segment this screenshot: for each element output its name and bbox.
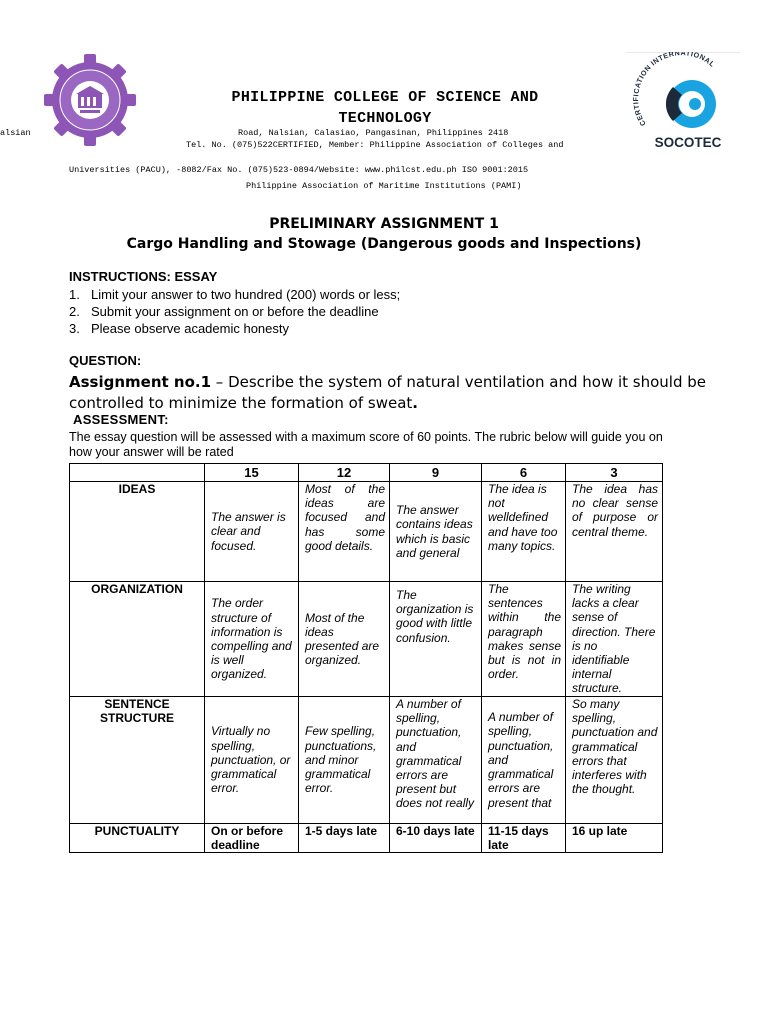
school-name [160, 87, 610, 129]
rubric-cell: So many spelling, punctuation and grammatical errors that interferes with the thought. [566, 697, 663, 824]
rubric-row [70, 582, 663, 697]
school-name-line2: TECHNOLOGY [338, 110, 432, 127]
rubric-cell: Few spelling, punctuations, and minor grammatical error. [299, 697, 390, 824]
instructions-heading: INSTRUCTIONS: ESSAY [69, 269, 218, 284]
assignment-title: PRELIMINARY ASSIGNMENT 1 [269, 216, 499, 232]
address-line-2: Tel. No. (075)522CERTIFIED, Member: Philippine Association of Colleges and [186, 140, 564, 150]
instruction-item [69, 287, 400, 302]
socotec-brand: SOCOTEC [654, 135, 722, 150]
question-heading: QUESTION: [69, 353, 142, 368]
score-header: 6 [482, 464, 566, 482]
certification-arc-text: CERTIFICATION INTERNATIONAL [632, 52, 717, 128]
school-name-line1: PHILIPPINE COLLEGE OF SCIENCE AND [231, 89, 539, 106]
rubric-cell: The organization is good with little confusion. [390, 582, 482, 697]
rubric-cell: The order structure of information is compelling and is well organized. [205, 582, 299, 697]
rubric-cell: Most of the ideas are focused and has some good details. [299, 482, 390, 582]
instruction-text: Submit your assignment on or before the deadline [91, 304, 379, 319]
instruction-item [69, 321, 289, 336]
socotec-icon [632, 52, 740, 152]
instruction-item [69, 304, 379, 319]
instruction-text: Limit your answer to two hundred (200) words or less; [91, 287, 401, 302]
instruction-number: 2. [69, 304, 80, 319]
score-header: 9 [390, 464, 482, 482]
score-header: 3 [566, 464, 663, 482]
address-line-4: Philippine Association of Maritime Institutions (PAMI) [246, 181, 522, 191]
criterion-ideas: IDEAS [70, 482, 205, 582]
assessment-heading: ASSESSMENT: [73, 412, 169, 427]
rubric-cell: Most of the ideas presented are organized. [299, 582, 390, 697]
rubric-cell: Virtually no spelling, punctuation, or grammatical error. [205, 697, 299, 824]
rubric-cell: A number of spelling, punctuation, and grammatical errors are present but does not really [390, 697, 482, 824]
rubric-row [70, 824, 663, 853]
rubric-row [70, 482, 663, 582]
rubric-cell: The idea is not welldefined and have too many topics. [482, 482, 566, 582]
instruction-text: Please observe academic honesty [91, 321, 290, 336]
score-header: 15 [205, 464, 299, 482]
college-logo [42, 52, 138, 148]
assignment-question-text: – Describe the system of natural ventilation and how it should be controlled to minimize the formation of sweat [69, 373, 707, 412]
rubric-row [70, 697, 663, 824]
cut-off-text: alsian [0, 128, 31, 138]
assessment-text: The essay question will be assessed with a maximum score of 60 points. The rubric below will guide you on how your answer will be rated [69, 430, 663, 459]
address-line-1: Road, Nalsian, Calasiao, Pangasinan, Philippines 2418 [238, 128, 509, 138]
instruction-number: 1. [69, 287, 80, 302]
course-title: Cargo Handling and Stowage (Dangerous goods and Inspections) [126, 236, 642, 252]
certification-logo [632, 52, 740, 152]
criterion-organization: ORGANIZATION [70, 582, 205, 697]
rubric-cell: A number of spelling, punctuation, and grammatical errors are present that [482, 697, 566, 824]
assignment-question-end: . [412, 394, 418, 412]
assignment-question [69, 372, 709, 414]
rubric-cell: 6-10 days late [390, 824, 482, 853]
criterion-sentence-structure: SENTENCE STRUCTURE [70, 697, 205, 824]
rubric-corner-cell [70, 464, 205, 482]
rubric-table [69, 463, 663, 853]
rubric-cell: On or before deadline [205, 824, 299, 853]
rubric-cell: The answer is clear and focused. [205, 482, 299, 582]
instruction-number: 3. [69, 321, 80, 336]
rubric-header-row [70, 464, 663, 482]
score-header: 12 [299, 464, 390, 482]
rubric-cell: The answer contains ideas which is basic and general [390, 482, 482, 582]
rubric-cell: The sentences within the paragraph makes sense but is not in order. [482, 582, 566, 697]
rubric-cell: The idea has no clear sense of purpose or central theme. [566, 482, 663, 582]
rubric-cell: 16 up late [566, 824, 663, 853]
address-line-3: Universities (PACU), -8082/Fax No. (075)523-0894/Website: www.philcst.edu.ph ISO 9001:2015 [69, 165, 529, 175]
rubric-cell: The writing lacks a clear sense of direction. There is no identifiable internal structure. [566, 582, 663, 697]
college-gear-seal-icon [42, 52, 138, 148]
rubric-cell: 11-15 days late [482, 824, 566, 853]
assignment-label: Assignment no.1 [69, 373, 212, 391]
criterion-punctuality: PUNCTUALITY [70, 824, 205, 853]
rubric-cell: 1-5 days late [299, 824, 390, 853]
